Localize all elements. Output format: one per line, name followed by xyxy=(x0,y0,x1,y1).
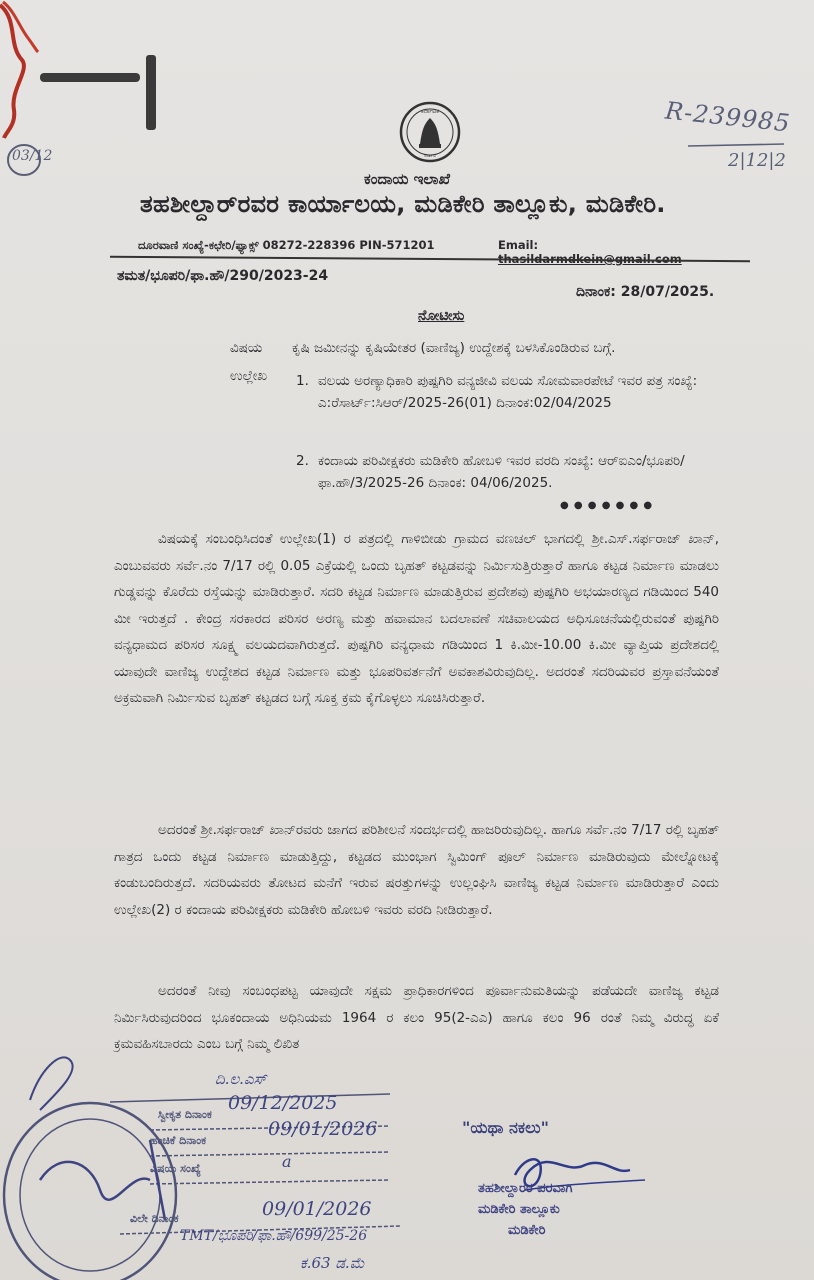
body-paragraph-2 xyxy=(114,817,719,923)
margin-handwritten-note: 03/12 xyxy=(12,148,53,164)
true-copy-label: "ಯಥಾ ನಕಲು" xyxy=(462,1118,549,1137)
stamp-received-date-label: ಸ್ವೀಕೃತ ದಿನಾಂಕ xyxy=(158,1108,212,1121)
stamp-handwriting-note: ಕ.63 ಡ.ಮೆ xyxy=(300,1254,365,1272)
email-label: Email: xyxy=(498,238,539,252)
subject-label: ವಿಷಯ xyxy=(230,340,263,356)
department-name: ಕಂದಾಯ ಇಲಾಖೆ xyxy=(364,170,450,188)
stamp-handwriting-allotment-date: 09/01/2026 xyxy=(268,1118,378,1140)
separator-dots: ● ● ● ● ● ● ● xyxy=(560,500,654,511)
handwritten-date: 2|12|2 xyxy=(728,150,786,171)
office-title: ತಹಶೀಲ್ದಾರ್‌ರವರ ಕಾರ್ಯಾಲಯ, ಮಡಿಕೇರಿ ತಾಲ್ಲೂಕು, ಮಡಿಕೇರಿ. xyxy=(140,190,666,218)
reference-item-2 xyxy=(296,450,718,494)
stamp-handwriting-disposal-date: 09/01/2026 xyxy=(262,1198,372,1220)
paragraph-text: ಅದರಂತೆ ನೀವು ಸಂಬಂಧಪಟ್ಟ ಯಾವುದೇ ಸಕ್ಷಮ ಪ್ರಾಧಿಕಾರಗಳಿಂದ ಪೂರ್ವಾನುಮತಿಯನ್ನು ಪಡೆಯದೇ ವಾಣಿಜ್ಯ ಕಟ್ಟಡ ನಿರ್ಮಿಸಿರುವುದರಿಂದ ಭೂಕಂದಾಯ ಅಧಿನಿಯಮ 1964 ರ ಕಲಂ 95(2-ಎಎ) ಹಾಗೂ ಕಲಂ 96 ರಂತೆ ನಿಮ್ಮ ವಿರುದ್ಧ ಏಕೆ ಕ್ರಮವಹಿಸಬಾರದು ಎಂಬ ಬಗ್ಗೆ ನಿಮ್ಮ ಲಿಖಿತ xyxy=(114,983,719,1052)
letter-date: ದಿನಾಂಕ: 28/07/2025. xyxy=(576,284,715,300)
notice-title: ನೋಟೀಸು xyxy=(418,308,465,324)
stamp-subject-number-label: ವಿಷಯ ಸಂಖ್ಯೆ xyxy=(150,1162,201,1175)
stamp-disposal-date-label: ವಿಲೇ ದಿನಾಂಕ xyxy=(130,1212,179,1225)
seal-line-2: ಮಡಿಕೇರಿ ತಾಲ್ಲೂಕು xyxy=(478,1202,560,1217)
svg-text:ಸರ್ಕಾರ: ಸರ್ಕಾರ xyxy=(424,153,436,159)
stamp-handwriting-subject-number: a xyxy=(282,1152,292,1171)
file-tag-clip xyxy=(38,55,168,135)
reference-number: 2. xyxy=(296,453,309,469)
letter-reference-number: ತಮತ/ಭೂಪರಿ/ಫಾ.ಹೌ/290/2023-24 xyxy=(117,268,329,284)
reference-number: 1. xyxy=(296,373,309,389)
paragraph-text: ವಿಷಯಕ್ಕೆ ಸಂಬಂಧಿಸಿದಂತೆ ಉಲ್ಲೇಖ(1) ರ ಪತ್ರದಲ್ಲಿ ಗಾಳಿಬೀಡು ಗ್ರಾಮದ ವಣಚಲ್ ಭಾಗದಲ್ಲಿ ಶ್ರೀ.ಎಸ್.ಸರ್ಫರಾಜ್ ಖಾನ್, ಎಂಬುವವರು ಸರ್ವೆ.ನಂ 7/17 ರಲ್ಲಿ 0.05 ಎಕ್ರೆಯಲ್ಲಿ ಒಂದು ಬೃಹತ್ ಕಟ್ಟಡವನ್ನು ನಿರ್ಮಿಸುತ್ತಿರುತ್ತಾರೆ ಹಾಗೂ ಕಟ್ಟಡ ನಿರ್ಮಾಣ ಮಾಡಲು ಗುಡ್ಡವನ್ನು ಕೊರೆದು ರಸ್ತೆಯನ್ನು ಮಾಡಿರುತ್ತಾರೆ. ಸದರಿ ಕಟ್ಟಡ ನಿರ್ಮಾಣ ಮಾಡುತ್ತಿರುವ ಪ್ರದೇಶವು ಪುಷ್ಪಗಿರಿ ಅಭಯಾರಣ್ಯದ ಗಡಿಯಿಂದ 540 ಮೀ ಇರುತ್ತದೆ . ಕೇಂದ್ರ ಸರಕಾರದ ಪರಿಸರ ಅರಣ್ಯ ಮತ್ತು ಹವಾಮಾನ ಬದಲಾವಣೆ ಸಚಿವಾಲಯದ ಅಧಿಸೂಚನೆಯಲ್ಲಿರುವಂತೆ ಪುಷ್ಪಗಿರಿ ವನ್ಯಧಾಮದ ಪರಿಸರ ಸೂಕ್ಷ್ಮ ವಲಯದವಾಗಿರುತ್ತದೆ. ಪುಷ್ಪಗಿರಿ ವನ್ಯಧಾಮ ಗಡಿಯಿಂದ 1 ಕಿ.ಮೀ-10.00 ಕಿ.ಮೀ ವ್ಯಾಪ್ತಿಯ ಪ್ರದೇಶದಲ್ಲಿ ಯಾವುದೇ ವಾಣಿಜ್ಯ ಉದ್ದೇಶದ ಕಟ್ಟಡ ನಿರ್ಮಾಣ ಮತ್ತು ಭೂಪರಿವರ್ತನೆಗೆ ಅವಕಾಶವಿರುವುದಿಲ್ಲ. ಅದರಂತೆ ಸದರಿಯವರ ಪ್ರಸ್ತಾವನೆಯಂತೆ ಅಕ್ರಮವಾಗಿ ನಿರ್ಮಿಸುವ ಬೃಹತ್ ಕಟ್ಟಡದ ಬಗ್ಗೆ ಸೂಕ್ತ ಕ್ರಮ ಕೈಗೊಳ್ಳಲು ಸೂಚಿಸಿರುತ್ತಾರೆ. xyxy=(114,531,719,706)
seal-line-1: ತಹಶೀಲ್ದಾರರ ಪರವಾಗಿ xyxy=(478,1181,573,1196)
paragraph-text: ಅದರಂತೆ ಶ್ರೀ.ಸರ್ಫರಾಜ್ ಖಾನ್‌ರವರು ಜಾಗದ ಪರಿಶೀಲನೆ ಸಂದರ್ಭದಲ್ಲಿ ಹಾಜರಿರುವುದಿಲ್ಲ. ಹಾಗೂ ಸರ್ವೆ.ನಂ 7/17 ರಲ್ಲಿ ಬೃಹತ್ ಗಾತ್ರದ ಒಂದು ಕಟ್ಟಡ ನಿರ್ಮಾಣ ಮಾಡುತ್ತಿದ್ದು, ಕಟ್ಟಡದ ಮುಂಭಾಗ ಸ್ವಿಮಿಂಗ್ ಪೂಲ್ ನಿರ್ಮಾಣ ಮಾಡಿರುವುದು ಮೇಲ್ನೋಟಕ್ಕೆ ಕಂಡುಬಂದಿರುತ್ತದೆ. ಸದರಿಯವರು ತೋಟದ ಮನೆಗೆ ಇರುವ ಷರತ್ತುಗಳನ್ನು ಉಲ್ಲಂಘಿಸಿ ವಾಣಿಜ್ಯ ಕಟ್ಟಡ ನಿರ್ಮಾಣ ಮಾಡಿರುತ್ತಾರೆ ಎಂದು ಉಲ್ಲೇಖ(2) ರ ಕಂದಾಯ ಪರಿವೀಕ್ಷಕರು ಮಡಿಕೇರಿ ಹೋಬಳಿ ಇವರು ವರದಿ ನೀಡಿರುತ್ತಾರೆ. xyxy=(114,822,720,918)
reference-text: ಕಂದಾಯ ಪರಿವೀಕ್ಷಕರು ಮಡಿಕೇರಿ ಹೋಬಳಿ ಇವರ ವರದಿ ಸಂಖ್ಯೆ: ಆರ್‌ಐಎಂ/ಭೂಪರಿ/ಫಾ.ಹೌ/3/2025-26 ದಿನಾಂಕ: 04/06/2025. xyxy=(318,453,685,491)
reference-item-1 xyxy=(296,370,718,414)
office-seal xyxy=(478,1178,573,1241)
phone-line: ದೂರವಾಣಿ ಸಂಖ್ಯೆ-ಕಛೇರಿ/ಫ್ಯಾಕ್ಸ್ 08272-228396 PIN-571201 xyxy=(138,238,435,252)
seal-line-3: ಮಡಿಕೇರಿ xyxy=(508,1223,546,1238)
svg-text:ಕರ್ನಾಟಕ: ಕರ್ನಾಟಕ xyxy=(421,108,439,115)
email-block xyxy=(498,238,718,266)
stamp-allotment-date-label: ಹಂಚಿಕೆ ದಿನಾಂಕ xyxy=(150,1134,207,1147)
body-paragraph-1 xyxy=(114,526,719,712)
subject-text: ಕೃಷಿ ಜಮೀನನ್ನು ಕೃಷಿಯೇತರ (ವಾಣಿಜ್ಯ) ಉದ್ದೇಶಕ್ಕೆ ಬಳಸಿಕೊಂಡಿರುವ ಬಗ್ಗೆ. xyxy=(292,340,616,356)
stamp-handwriting-received-date: 09/12/2025 xyxy=(228,1092,338,1114)
reference-text: ವಲಯ ಅರಣ್ಯಾಧಿಕಾರಿ ಪುಷ್ಪಗಿರಿ ವನ್ಯಜೀವಿ ವಲಯ ಸೋಮವಾರಪೇಟೆ ಇವರ ಪತ್ರ ಸಂಖ್ಯೆ: ಎ:ರೆಸಾರ್ಟ್:ಸಿಆರ್/2025-26(01) ದಿನಾಂಕ:02/04/2025 xyxy=(318,373,698,411)
stamp-handwriting-file-number: TMT/ಭೂಪರಿ/ಫಾ.ಹೌ/699/25-26 xyxy=(180,1228,368,1244)
handwritten-reference-number: R-239985 xyxy=(663,96,792,138)
contact-line xyxy=(138,238,718,266)
karnataka-emblem-logo xyxy=(398,100,462,164)
stamp-handwriting-initials: ದಿ.ಲ.ಎಸ್ xyxy=(215,1070,267,1088)
references-label: ಉಲ್ಲೇಖ xyxy=(230,368,268,384)
email-address: thasildarmdkein@gmail.com xyxy=(498,252,682,266)
red-thread-binding xyxy=(0,0,40,140)
